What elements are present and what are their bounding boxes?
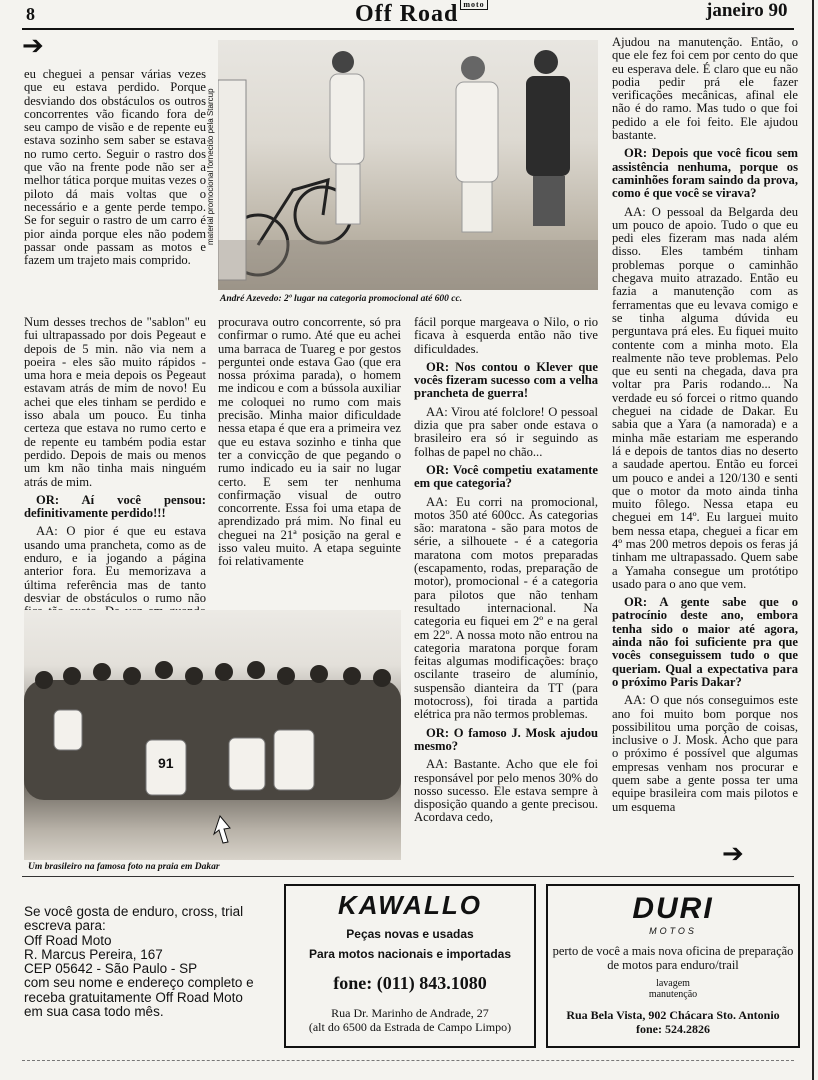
ad-duri bbox=[546, 884, 800, 1048]
person-1-shape bbox=[330, 51, 364, 224]
photo-group-illustration bbox=[24, 610, 401, 860]
ad-phone: fone: (011) 843.1080 bbox=[333, 973, 487, 993]
duri-logo: DURI bbox=[632, 892, 714, 925]
continue-arrow-icon: ➔ bbox=[22, 31, 44, 61]
person-3-shape bbox=[526, 50, 570, 226]
section-rule bbox=[22, 876, 794, 877]
interview-question: OR: Você competiu exatamente em que categoria? bbox=[414, 462, 598, 491]
subscription-promo bbox=[24, 905, 274, 1019]
ad-tagline: Para motos nacionais e importadas bbox=[308, 947, 512, 961]
duri-logo-sub: MOTOS bbox=[649, 926, 697, 936]
promo-line: escreva para: bbox=[24, 918, 106, 934]
ad-description: perto de você a mais nova oficina de preparação de motos para enduro/trail bbox=[552, 944, 794, 972]
article-column-3 bbox=[414, 316, 598, 830]
article-paragraph: Ajudou na manutenção. Então, o que ele fez foi cem por cento do que eu esperava dele. É claro que eu não podia pedir prá ele fazer verificações mecânicas, afinal ele não é do ramo. Mas tudo o que foi pedido a ele foi feito. Ele ajudou bastante. bbox=[612, 35, 798, 143]
ad-phone: fone: 524.2826 bbox=[636, 1022, 710, 1036]
photo-caption: Um brasileiro na famosa foto na praia em Dakar bbox=[28, 862, 220, 872]
masthead-title: Off Road bbox=[355, 1, 459, 27]
issue-date: janeiro 90 bbox=[706, 0, 788, 21]
article-paragraph: eu cheguei a pensar várias vezes que eu estava perdido. Porque desviando dos obstáculos os outros concorrentes vão ficando fora de seu campo de visão e de repente eu estava sozinho sem saber se estava no rumo certo. Seguir o rastro dos que vão na frente pode não ser a melhor tática porque muitas vezes o piloto dá mais voltas que o necessário e a gente perde tempo. Se for seguir o rastro de um carro é pior ainda porque eles não podem passar onde passam as motos e fazem um trajeto mais comprido. bbox=[24, 67, 206, 268]
ad-address-line: Rua Bela Vista, 902 Chácara Sto. Antonio bbox=[566, 1008, 780, 1022]
interview-question: OR: A gente sabe que o patrocínio deste ano, embora tenha sido o maior até agora, ainda não foi suficiente pra que vocês conseguissem tudo o que queriam. Qual a expectativa para o próximo Paris Dakar? bbox=[612, 595, 798, 689]
promo-line: em sua casa todo mês. bbox=[24, 1004, 164, 1020]
ad-tagline: Peças novas e usadas bbox=[346, 927, 474, 941]
bib-number: 91 bbox=[158, 755, 174, 771]
promo-line: R. Marcus Pereira, 167 bbox=[24, 946, 163, 962]
interview-answer: AA: O pior é que eu estava usando uma prancheta, como as de enduro, e ia jogando a página anterior fora. Eu memorizava a última referência mas de tanto desviar de obstáculos o rumo não bbox=[24, 524, 206, 605]
interview-question: OR: O famoso J. Mosk ajudou mesmo? bbox=[414, 725, 598, 753]
photo-caption: André Azevedo: 2º lugar na categoria promocional até 600 cc. bbox=[220, 294, 463, 304]
article-column-4 bbox=[612, 36, 798, 819]
page-number: 8 bbox=[26, 4, 35, 24]
article-column-1-bottom bbox=[24, 316, 206, 637]
interview-question: OR: Nos contou o Klever que vocês fizeram sucesso com a velha prancheta de guerra! bbox=[414, 359, 598, 401]
promo-line: Se você gosta de enduro, cross, trial bbox=[24, 904, 244, 919]
page-bottom-rule bbox=[22, 1060, 794, 1061]
ad-service-item: manutenção bbox=[648, 989, 698, 1000]
photo-riders-illustration bbox=[218, 40, 598, 290]
article-paragraph: fácil porque margeava o Nilo, o rio ficava à esquerda então não tive dificuldades. bbox=[414, 315, 598, 356]
kawallo-logo: KAWALLO bbox=[338, 890, 482, 920]
magazine-masthead bbox=[355, 0, 488, 28]
interview-answer: AA: O que nós conseguimos este ano foi muito bom porque nos possibilitou uma porção de coisas, inclusive o J. Mosk. Acho que para o próximo é possível que algumas empresas venham nos procurar e quem sabe a gente possa ter uma equipe brasileira com mais pilotos e um esquema bbox=[612, 693, 798, 814]
ad-service-item: lavagem bbox=[656, 978, 690, 989]
interview-answer: AA: O pessoal da Belgarda deu um pouco de apoio. Tudo o que eu pedi eles fizeram mas nada além disso. Eles também tinham problemas porque o caminhão chegava muito atrazado. Então eu fazia a manutenção com as ferramentas que eu levava comigo e se tinha alguma dúvida eu perguntava prá eles. Eu fiquei muito contente com a minha moto. Ela realmente não teve problemas. Pelo que eu senti na chegada, dava pra voltar pra Paris rodando... Na verdade eu só forcei o ritmo quando cheguei na cidade de Dakar. Eu sabia que a Yara (a namorada) e a minha mãe estariam me esperando lá e depois de tantos dias no deserto a saudade apertou. Então eu forcei um pouco e andei a 120/130 e senti que o motor da moto ainda tinha muito fôlego. Nessa etapa eu cheguei em 14º. Eu larguei muito bem nessa etapa, cheguei a ficar em 4º mas 200 metros depois os feras já tinham me ultrapassado. Quem sabe a Yamaha consegue um protótipo usado para o ano que vem. bbox=[612, 204, 798, 591]
person-2-shape bbox=[456, 56, 498, 232]
ad-address bbox=[286, 1006, 534, 1034]
interview-answer: AA: Virou até folclore! O pessoal dizia que pra saber onde estava o brasileiro era só ir seguindo as folhas de papel no chão... bbox=[414, 404, 598, 459]
interview-answer: AA: Eu corri na promocional, motos 350 até 600cc. As categorias são: maratona - são para motos de série, a silhouete - é a categoria maratona com motos preparadas (escapamento, rodas, preparação de motor), promocional - é a categoria para pilotos que não tenham resultado internacional. Na categoria eu fiquei em 2º e na geral em 22º. A nossa moto não entrou na categoria maratona porque foram feitas algumas modificações: braço oscilante traseiro de alumínio, suspensão dianteira da TT (para motocross), foi tirada a partida elétrica pra não termos problemas. bbox=[414, 494, 598, 722]
interview-question: OR: Aí você pensou: definitivamente perdido!!! bbox=[24, 492, 206, 521]
pointer-arrow-icon bbox=[214, 816, 230, 843]
header-rule bbox=[22, 28, 794, 30]
ad-address bbox=[548, 1008, 798, 1036]
photo-riders-desert bbox=[218, 40, 598, 290]
promo-line: CEP 05642 - São Paulo - SP bbox=[24, 961, 198, 977]
article-paragraph: procurava outro concorrente, só pra confirmar o rumo. Até que eu achei uma barraca de Tuareg e por gestos perguntei onde estava Gao (que era nossa próxima parada), o homem me indicou e com a bússola auxiliar me coloquei no rumo com mais precisão. Minha maior dificuldade nessa etapa é que era a primeira vez que eu estava sozinho e tinha que ter a convicção de que pegando o rumo indicado eu ia sair no lugar certo. E sem ter nenhuma confirmação visual de outro concorrente. Essa foi uma etapa de aprendizado prá mim. No final eu cheguei na 21ª posição na geral e isso valeu muito. A etapa seguinte foi relativamente bbox=[218, 315, 401, 569]
article-column-1-top bbox=[24, 68, 206, 272]
promo-line: com seu nome e endereço completo e bbox=[24, 975, 254, 991]
continue-arrow-icon: ➔ bbox=[722, 839, 744, 869]
photo-credit: material promocional fornecido pela Starcup bbox=[206, 88, 215, 245]
ad-address-line: Rua Dr. Marinho de Andrade, 27 bbox=[331, 1006, 489, 1020]
interview-answer: AA: Bastante. Acho que ele foi responsável por pelo menos 30% do nosso sucesso. Ele estava sempre à disposição quando a gente precisou. Acordava cedo, bbox=[414, 757, 598, 825]
ad-services bbox=[548, 978, 798, 1000]
promo-line: Off Road Moto bbox=[24, 932, 112, 948]
page-border bbox=[812, 0, 814, 1080]
article-paragraph: Num desses trechos de "sablon" eu fui ultrapassado por dois Pegeaut e depois de 5 min. não via nem a poeira - eles são muito rápidos - uma hora e meia depois os Pegeaut estavam atrás de mim de novo! Eu achei que eles tinham se perdido e isso abala um pouco. Eu tinha certeza que estava no rumo certo e de repente eu também podia estar perdido. Depois de mais ou menos um km não tinha mais ninguém atrás de mim. bbox=[24, 315, 206, 489]
interview-question: OR: Depois que você ficou sem assistência nenhuma, porque os caminhões foram saindo da prova, como é que você se virava? bbox=[612, 146, 798, 201]
ad-kawallo bbox=[284, 884, 536, 1048]
photo-group-beach-dakar bbox=[24, 610, 401, 860]
article-column-2 bbox=[218, 316, 401, 574]
ad-address-line: (alt do 6500 da Estrada de Campo Limpo) bbox=[308, 1020, 512, 1034]
masthead-badge: moto bbox=[460, 0, 487, 10]
promo-line: receba gratuitamente Off Road Moto bbox=[24, 989, 243, 1005]
